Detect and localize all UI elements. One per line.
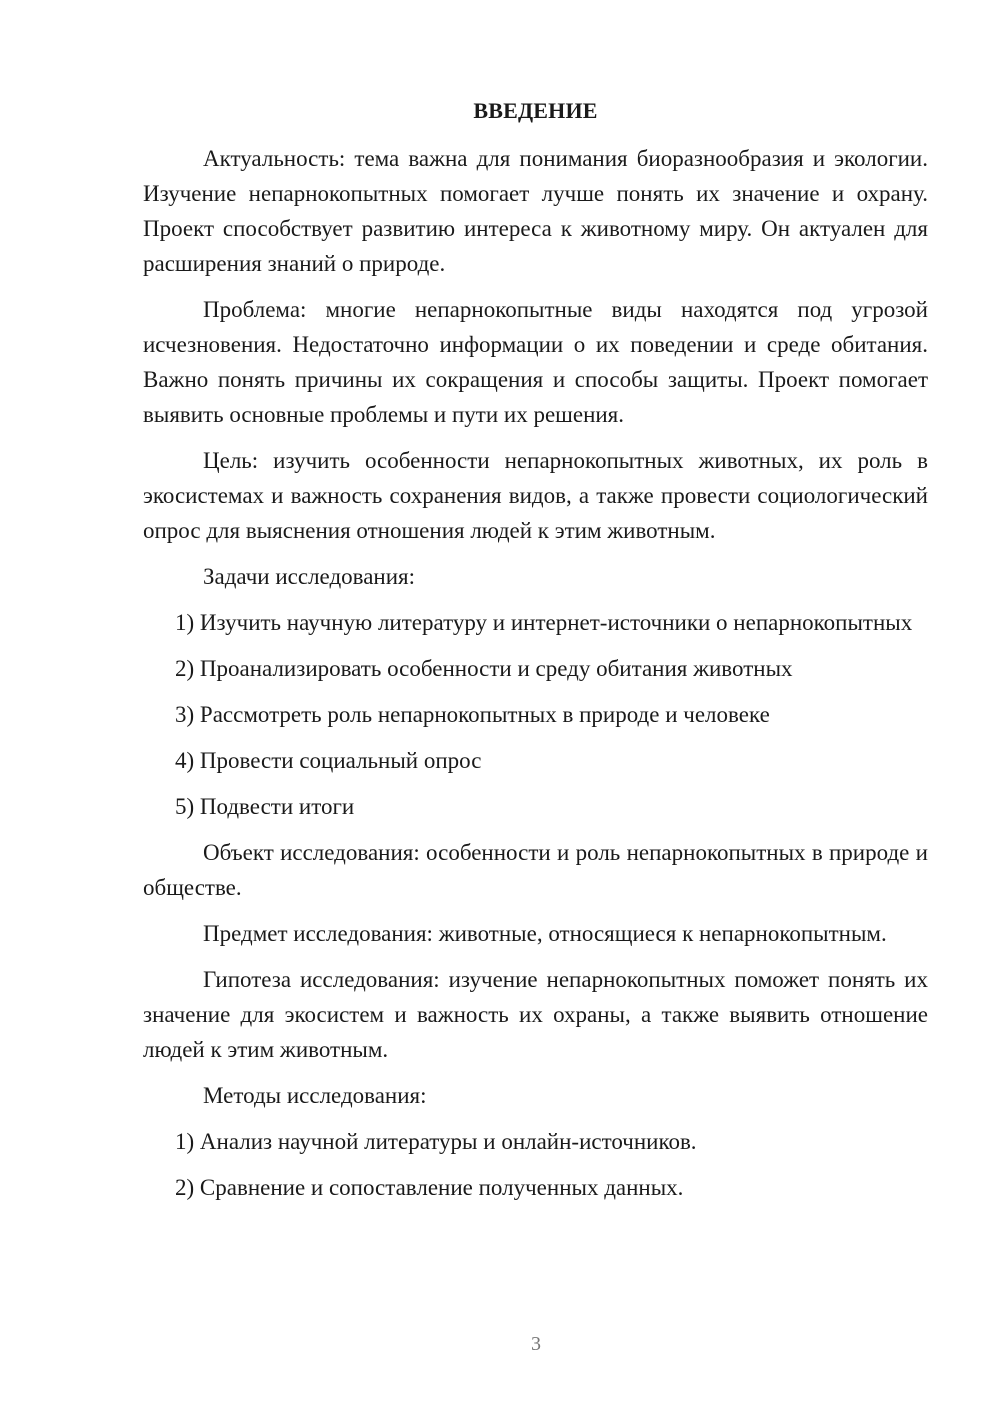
task-item: 4) Провести социальный опрос (175, 748, 482, 773)
tasks-heading: Задачи исследования: (203, 564, 416, 589)
task-item: 3) Рассмотреть роль непарнокопытных в природе и человеке (175, 702, 770, 727)
document-page (143, 95, 928, 1216)
method-item: 2) Сравнение и сопоставление полученных данных. (175, 1175, 684, 1200)
subject-paragraph: Предмет исследования: животные, относящиеся к непарнокопытным. (203, 921, 887, 946)
task-item: 1) Изучить научную литературу и интернет-источники о непарнокопытных (175, 610, 913, 635)
tasks-list (143, 605, 928, 824)
relevance-paragraph: Актуальность: тема важна для понимания биоразнообразия и экологии. Изучение непарнокопытных помогает лучше понять их значение и охрану. Проект способствует развитию интереса к животному миру. Он актуален для расширения знаний о природе. (143, 146, 928, 276)
goal-paragraph: Цель: изучить особенности непарнокопытных животных, их роль в экосистемах и важность сохранения видов, а также провести социологический опрос для выяснения отношения людей к этим животным. (143, 448, 928, 543)
task-item: 2) Проанализировать особенности и среду обитания животных (175, 656, 793, 681)
methods-list (143, 1124, 928, 1205)
methods-heading: Методы исследования: (203, 1083, 427, 1108)
section-title: ВВЕДЕНИЕ (473, 98, 598, 123)
hypothesis-paragraph: Гипотеза исследования: изучение непарнокопытных поможет понять их значение для экосистем и важность их охраны, а также выявить отношение людей к этим животным. (143, 967, 928, 1062)
problem-paragraph: Проблема: многие непарнокопытные виды находятся под угрозой исчезновения. Недостаточно информации о их поведении и среде обитания. Важно понять причины их сокращения и способы защиты. Проект помогает выявить основные проблемы и пути их решения. (143, 297, 928, 427)
object-paragraph: Объект исследования: особенности и роль непарнокопытных в природе и обществе. (143, 840, 928, 900)
method-item: 1) Анализ научной литературы и онлайн-источников. (175, 1129, 697, 1154)
task-item: 5) Подвести итоги (175, 794, 355, 819)
page-number: 3 (531, 1333, 541, 1355)
